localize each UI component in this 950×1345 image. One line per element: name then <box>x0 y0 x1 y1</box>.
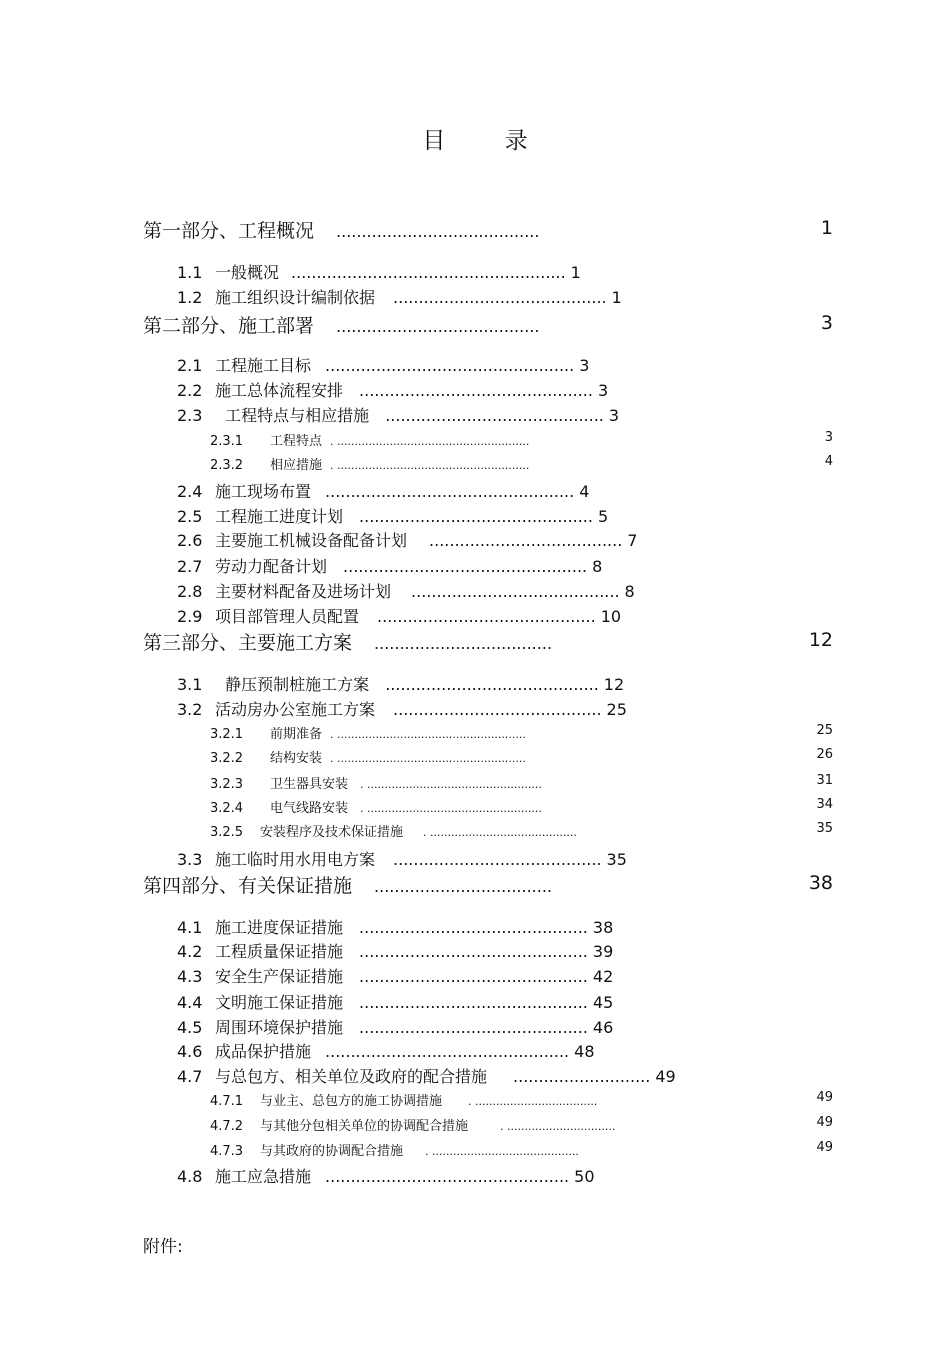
toc-leader: .............................................. <box>359 381 593 400</box>
toc-entry[interactable] <box>177 1164 595 1187</box>
toc-part-label: 第三部分、主要施工方案 <box>143 632 353 654</box>
toc-subentry[interactable] <box>210 454 529 473</box>
toc-leader: ................................................ <box>325 1167 570 1186</box>
toc-subentry[interactable] <box>210 723 526 742</box>
toc-subentry-page: 49 <box>816 1140 833 1155</box>
toc-entry-number: 4.2 <box>177 942 203 961</box>
toc-leader: . .................................................. <box>360 802 542 815</box>
toc-entry-number: 4.8 <box>177 1167 203 1186</box>
toc-entry-label: 与总包方、相关单位及政府的配合措施 <box>215 1067 488 1086</box>
toc-leader: . ....................................................... <box>330 459 530 472</box>
toc-leader: . ...................................................... <box>330 728 526 741</box>
toc-leader: ........................................... <box>377 607 596 626</box>
toc-leader: ................................................. <box>325 482 575 501</box>
toc-entry[interactable] <box>177 990 613 1013</box>
toc-leader: . .......................................... <box>425 1145 579 1158</box>
toc-leader: ...................................... <box>429 531 623 550</box>
toc-entry[interactable] <box>177 528 637 551</box>
toc-subentry[interactable] <box>210 747 526 766</box>
toc-entry[interactable] <box>177 939 613 962</box>
toc-subentry-page: 49 <box>816 1090 833 1105</box>
toc-entry[interactable] <box>177 964 613 987</box>
toc-part-label: 第一部分、工程概况 <box>143 220 315 242</box>
toc-entry-number: 4.6 <box>177 1042 203 1061</box>
toc-entry[interactable] <box>177 672 624 695</box>
toc-entry-page: 3 <box>608 406 620 425</box>
toc-title: 目 录 <box>422 128 554 154</box>
toc-entry-page: 42 <box>592 967 614 986</box>
toc-entry-number: 2.4 <box>177 482 203 501</box>
toc-leader: ........................................ <box>336 317 540 336</box>
toc-entry-label: 工程质量保证措施 <box>215 942 344 961</box>
toc-subentry-number: 2.3.1 <box>210 434 244 449</box>
toc-entry-page: 10 <box>600 607 622 626</box>
toc-leader: . .......................................... <box>423 826 577 839</box>
toc-subentry-number: 2.3.2 <box>210 458 244 473</box>
toc-leader: ............................................. <box>359 942 588 961</box>
toc-part-page: 1 <box>820 217 833 239</box>
toc-entry[interactable] <box>177 579 635 602</box>
toc-entry-label: 施工现场布置 <box>215 482 312 501</box>
toc-entry-page: 38 <box>592 918 614 937</box>
toc-entry[interactable] <box>177 378 608 401</box>
toc-entry-label: 安全生产保证措施 <box>215 967 344 986</box>
toc-entry[interactable] <box>177 1015 613 1038</box>
toc-entry-label: 成品保护措施 <box>215 1042 312 1061</box>
toc-entry-number: 3.2 <box>177 700 203 719</box>
toc-entry-number: 4.3 <box>177 967 203 986</box>
toc-entry[interactable] <box>177 1039 595 1062</box>
toc-entry-page: 5 <box>597 507 609 526</box>
toc-entry-label: 工程特点与相应措施 <box>215 406 370 425</box>
toc-subentry-page: 25 <box>816 723 833 738</box>
toc-part-page: 38 <box>808 872 833 894</box>
toc-entry-number: 3.3 <box>177 850 203 869</box>
toc-leader: . ...................................................... <box>330 752 526 765</box>
toc-leader: ........................................ <box>336 222 540 241</box>
toc-leader: ................................... <box>374 877 553 896</box>
toc-entry[interactable] <box>177 697 627 720</box>
toc-part-3[interactable] <box>143 628 552 655</box>
toc-entry-number: 2.8 <box>177 582 203 601</box>
toc-entry-number: 4.1 <box>177 918 203 937</box>
toc-entry-label: 一般概况 <box>215 263 280 282</box>
toc-entry-number: 4.5 <box>177 1018 203 1037</box>
toc-entry[interactable] <box>177 260 581 283</box>
toc-entry-page: 12 <box>603 675 625 694</box>
toc-subentry-label: 与其他分包相关单位的协调配合措施 <box>260 1119 469 1134</box>
toc-leader: ................................... <box>374 634 553 653</box>
toc-leader: . ................................... <box>468 1095 598 1108</box>
toc-subentry[interactable] <box>210 773 542 792</box>
toc-entry-number: 3.1 <box>177 675 203 694</box>
appendix-label: 附件: <box>143 1237 183 1257</box>
toc-entry[interactable] <box>177 1064 676 1087</box>
toc-entry[interactable] <box>177 285 622 308</box>
toc-subentry[interactable] <box>210 1140 579 1159</box>
toc-entry-label: 文明施工保证措施 <box>215 993 344 1012</box>
toc-leader: .......................................... <box>393 288 607 307</box>
toc-entry-label: 施工临时用水用电方案 <box>215 850 376 869</box>
toc-entry-label: 主要施工机械设备配备计划 <box>215 531 408 550</box>
toc-entry-page: 45 <box>592 993 614 1012</box>
toc-entry-page: 4 <box>579 482 590 501</box>
toc-leader: ............................................. <box>359 918 588 937</box>
toc-leader: ......................................... <box>393 850 602 869</box>
toc-subentry-page: 31 <box>816 773 833 788</box>
toc-subentry-label: 卫生器具安装 <box>270 777 349 792</box>
toc-entry[interactable] <box>177 353 589 376</box>
toc-subentry-number: 4.7.2 <box>210 1119 244 1134</box>
toc-entry-page: 49 <box>655 1067 676 1086</box>
toc-entry-label: 施工组织设计编制依据 <box>215 288 376 307</box>
toc-subentry-label: 安装程序及技术保证措施 <box>260 825 404 840</box>
toc-subentry[interactable] <box>210 1090 597 1109</box>
toc-entry-page: 50 <box>574 1167 595 1186</box>
toc-subentry-number: 3.2.4 <box>210 801 244 816</box>
toc-entry-number: 1.1 <box>177 263 203 282</box>
toc-entry-label: 主要材料配备及进场计划 <box>215 582 392 601</box>
toc-entry-page: 46 <box>592 1018 614 1037</box>
toc-entry-page: 8 <box>624 582 635 601</box>
toc-entry-page: 1 <box>611 288 622 307</box>
toc-subentry-label: 结构安装 <box>270 751 323 766</box>
toc-leader: . ....................................................... <box>330 435 530 448</box>
toc-subentry[interactable] <box>210 797 542 816</box>
toc-entry-label: 施工应急措施 <box>215 1167 312 1186</box>
toc-entry[interactable] <box>177 604 621 627</box>
toc-leader: ........................................... <box>385 406 604 425</box>
toc-subentry[interactable] <box>210 1115 615 1134</box>
toc-subentry-page: 3 <box>824 430 833 445</box>
toc-subentry-page: 35 <box>816 821 833 836</box>
toc-leader: . ............................... <box>500 1120 616 1133</box>
toc-entry-page: 48 <box>574 1042 595 1061</box>
toc-entry-number: 2.9 <box>177 607 203 626</box>
toc-entry-label: 活动房办公室施工方案 <box>215 700 376 719</box>
toc-leader: ............................................. <box>359 993 588 1012</box>
toc-part-1[interactable] <box>143 216 539 243</box>
toc-entry-page: 35 <box>606 850 627 869</box>
toc-subentry-label: 与其政府的协调配合措施 <box>260 1144 404 1159</box>
toc-subentry-number: 4.7.1 <box>210 1094 244 1109</box>
toc-entry-label: 施工进度保证措施 <box>215 918 344 937</box>
toc-entry[interactable] <box>177 403 619 426</box>
toc-part-page: 3 <box>820 312 833 334</box>
toc-entry-number: 4.4 <box>177 993 203 1012</box>
toc-leader: ............................................. <box>359 1018 588 1037</box>
toc-entry[interactable] <box>177 479 589 502</box>
toc-entry-page: 3 <box>597 381 609 400</box>
toc-subentry-label: 电气线路安装 <box>270 801 349 816</box>
toc-entry[interactable] <box>177 847 627 870</box>
toc-subentry-number: 4.7.3 <box>210 1144 244 1159</box>
toc-entry-page: 39 <box>592 942 614 961</box>
toc-leader: .......................................... <box>385 675 599 694</box>
toc-entry-number: 2.3 <box>177 406 203 425</box>
toc-part-2[interactable] <box>143 311 539 338</box>
toc-subentry-page: 26 <box>816 747 833 762</box>
toc-subentry-label: 相应措施 <box>270 458 323 473</box>
toc-entry-number: 2.5 <box>177 507 203 526</box>
toc-leader: ...................................................... <box>291 263 566 282</box>
toc-leader: ................................................ <box>325 1042 570 1061</box>
toc-entry-page: 3 <box>579 356 590 375</box>
toc-subentry-label: 与业主、总包方的施工协调措施 <box>260 1094 443 1109</box>
toc-part-label: 第四部分、有关保证措施 <box>143 875 353 897</box>
toc-subentry-page: 49 <box>816 1115 833 1130</box>
toc-part-4[interactable] <box>143 871 552 898</box>
toc-subentry-number: 3.2.2 <box>210 751 244 766</box>
toc-entry-label: 周围环境保护措施 <box>215 1018 344 1037</box>
toc-leader: ................................................. <box>325 356 575 375</box>
toc-subentry[interactable] <box>210 821 577 840</box>
toc-leader: ................................................ <box>343 557 588 576</box>
toc-entry[interactable] <box>177 504 608 527</box>
toc-entry[interactable] <box>177 915 613 938</box>
toc-subentry-label: 前期准备 <box>270 727 323 742</box>
toc-entry-label: 项目部管理人员配置 <box>215 607 360 626</box>
toc-leader: ......................................... <box>393 700 602 719</box>
toc-entry-label: 工程施工进度计划 <box>215 507 344 526</box>
toc-entry-page: 7 <box>627 531 638 550</box>
toc-entry-label: 施工总体流程安排 <box>215 381 344 400</box>
toc-entry-number: 2.2 <box>177 381 203 400</box>
toc-entry-label: 劳动力配备计划 <box>215 557 328 576</box>
toc-subentry-page: 34 <box>816 797 833 812</box>
toc-entry-number: 2.7 <box>177 557 203 576</box>
toc-subentry-label: 工程特点 <box>270 434 323 449</box>
toc-entry-label: 工程施工目标 <box>215 356 312 375</box>
toc-leader: . .................................................. <box>360 778 542 791</box>
toc-subentry-number: 3.2.3 <box>210 777 244 792</box>
toc-entry-number: 1.2 <box>177 288 203 307</box>
toc-entry[interactable] <box>177 554 602 577</box>
toc-entry-page: 8 <box>592 557 603 576</box>
toc-subentry-page: 4 <box>824 454 833 469</box>
toc-subentry-number: 3.2.5 <box>210 825 244 840</box>
toc-leader: .............................................. <box>359 507 593 526</box>
toc-subentry[interactable] <box>210 430 529 449</box>
toc-entry-page: 1 <box>570 263 581 282</box>
toc-entry-label: 静压预制桩施工方案 <box>215 675 370 694</box>
toc-subentry-number: 3.2.1 <box>210 727 244 742</box>
toc-leader: ........................... <box>513 1067 651 1086</box>
toc-entry-number: 4.7 <box>177 1067 203 1086</box>
toc-part-page: 12 <box>808 629 833 651</box>
toc-entry-page: 25 <box>606 700 627 719</box>
toc-entry-number: 2.6 <box>177 531 203 550</box>
toc-leader: ............................................. <box>359 967 588 986</box>
toc-part-label: 第二部分、施工部署 <box>143 315 315 337</box>
toc-leader: ......................................... <box>411 582 620 601</box>
toc-entry-number: 2.1 <box>177 356 203 375</box>
